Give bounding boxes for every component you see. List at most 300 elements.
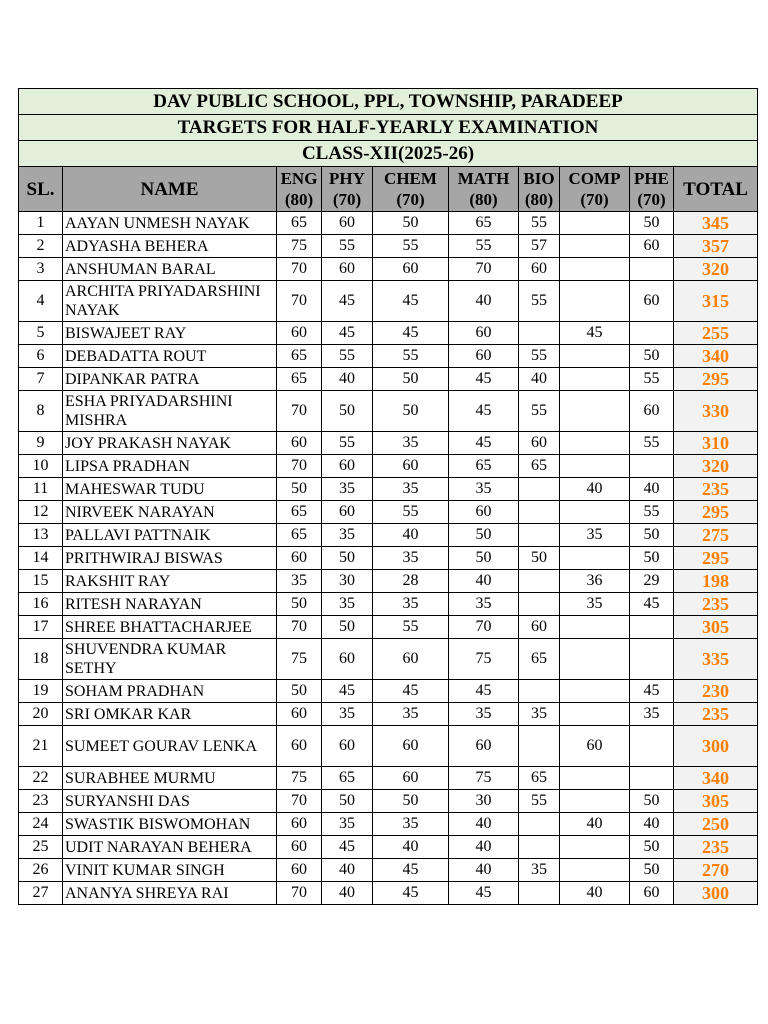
phe-header (630, 167, 674, 212)
chem-mark: 45 (373, 882, 449, 905)
eng-mark: 35 (277, 570, 322, 593)
total-cell: 255 (674, 322, 758, 345)
bio-mark (519, 524, 560, 547)
sl-cell: 25 (19, 836, 63, 859)
subject-code: CHEM (384, 169, 437, 188)
chem-mark: 35 (373, 547, 449, 570)
table-row (19, 258, 758, 281)
phy-mark: 40 (322, 859, 373, 882)
chem-mark: 45 (373, 680, 449, 703)
math-mark: 45 (449, 680, 519, 703)
table-row (19, 836, 758, 859)
name-cell: BISWAJEET RAY (63, 322, 277, 345)
name-cell: LIPSA PRADHAN (63, 455, 277, 478)
name-cell: SUMEET GOURAV LENKA (63, 726, 277, 767)
bio-mark (519, 478, 560, 501)
chem-mark: 60 (373, 258, 449, 281)
table-row (19, 570, 758, 593)
eng-header (277, 167, 322, 212)
subject-max: (80) (284, 190, 314, 209)
name-cell: AAYAN UNMESH NAYAK (63, 212, 277, 235)
bio-mark: 65 (519, 455, 560, 478)
phe-mark: 45 (630, 680, 674, 703)
math-mark: 30 (449, 790, 519, 813)
chem-header (373, 167, 449, 212)
class-title: CLASS-XII(2025-26) (19, 141, 758, 167)
sl-cell: 6 (19, 345, 63, 368)
table-row (19, 455, 758, 478)
name-cell: SURYANSHI DAS (63, 790, 277, 813)
name-cell: SHUVENDRA KUMAR SETHY (63, 639, 277, 680)
math-mark: 40 (449, 281, 519, 322)
phy-mark: 60 (322, 501, 373, 524)
chem-mark: 40 (373, 524, 449, 547)
name-cell: MAHESWAR TUDU (63, 478, 277, 501)
phe-mark: 40 (630, 478, 674, 501)
math-mark: 75 (449, 767, 519, 790)
chem-mark: 55 (373, 235, 449, 258)
comp-mark: 40 (560, 478, 630, 501)
subject-code: PHE (634, 169, 669, 188)
comp-mark (560, 212, 630, 235)
table-row (19, 212, 758, 235)
math-mark: 50 (449, 547, 519, 570)
total-cell: 357 (674, 235, 758, 258)
table-row (19, 281, 758, 322)
sl-cell: 9 (19, 432, 63, 455)
eng-mark: 65 (277, 345, 322, 368)
phe-mark: 60 (630, 281, 674, 322)
table-row (19, 345, 758, 368)
phe-mark (630, 767, 674, 790)
math-mark: 60 (449, 345, 519, 368)
sl-cell: 10 (19, 455, 63, 478)
chem-mark: 35 (373, 432, 449, 455)
math-mark: 35 (449, 478, 519, 501)
phe-mark: 50 (630, 345, 674, 368)
student-rows (19, 212, 758, 905)
name-cell: VINIT KUMAR SINGH (63, 859, 277, 882)
phy-mark: 50 (322, 391, 373, 432)
sl-cell: 16 (19, 593, 63, 616)
table-row (19, 368, 758, 391)
total-cell: 235 (674, 836, 758, 859)
total-cell: 235 (674, 593, 758, 616)
name-cell: PRITHWIRAJ BISWAS (63, 547, 277, 570)
sl-cell: 3 (19, 258, 63, 281)
phy-mark: 45 (322, 680, 373, 703)
total-cell: 230 (674, 680, 758, 703)
phe-mark: 55 (630, 368, 674, 391)
total-cell: 330 (674, 391, 758, 432)
eng-mark: 60 (277, 547, 322, 570)
phe-mark: 60 (630, 235, 674, 258)
phy-mark: 55 (322, 345, 373, 368)
bio-mark (519, 501, 560, 524)
phy-mark: 60 (322, 726, 373, 767)
chem-mark: 50 (373, 368, 449, 391)
table-row (19, 593, 758, 616)
comp-mark: 45 (560, 322, 630, 345)
chem-mark: 35 (373, 593, 449, 616)
chem-mark: 60 (373, 639, 449, 680)
sl-cell: 15 (19, 570, 63, 593)
total-cell: 320 (674, 258, 758, 281)
eng-mark: 60 (277, 836, 322, 859)
table-row (19, 790, 758, 813)
phe-mark (630, 726, 674, 767)
bio-mark: 55 (519, 790, 560, 813)
name-cell: DEBADATTA ROUT (63, 345, 277, 368)
eng-mark: 65 (277, 524, 322, 547)
comp-mark (560, 345, 630, 368)
phe-mark: 50 (630, 859, 674, 882)
table-row (19, 235, 758, 258)
chem-mark: 45 (373, 859, 449, 882)
eng-mark: 60 (277, 859, 322, 882)
comp-mark (560, 281, 630, 322)
bio-mark: 50 (519, 547, 560, 570)
comp-mark: 40 (560, 813, 630, 836)
total-cell: 275 (674, 524, 758, 547)
table-row (19, 524, 758, 547)
total-cell: 340 (674, 345, 758, 368)
table-row (19, 547, 758, 570)
name-cell: ARCHITA PRIYADARSHINI NAYAK (63, 281, 277, 322)
comp-header (560, 167, 630, 212)
phe-mark: 45 (630, 593, 674, 616)
bio-mark: 55 (519, 345, 560, 368)
phe-mark: 60 (630, 882, 674, 905)
bio-mark (519, 570, 560, 593)
bio-mark: 55 (519, 212, 560, 235)
eng-mark: 65 (277, 368, 322, 391)
table-row (19, 616, 758, 639)
table-row (19, 322, 758, 345)
chem-mark: 45 (373, 281, 449, 322)
comp-mark (560, 767, 630, 790)
sl-cell: 5 (19, 322, 63, 345)
comp-mark (560, 432, 630, 455)
math-mark: 40 (449, 859, 519, 882)
sl-header: SL. (19, 167, 63, 212)
total-cell: 300 (674, 882, 758, 905)
comp-mark: 36 (560, 570, 630, 593)
name-cell: ESHA PRIYADARSHINI MISHRA (63, 391, 277, 432)
table-row (19, 391, 758, 432)
phe-mark: 60 (630, 391, 674, 432)
total-cell: 305 (674, 790, 758, 813)
subject-max: (70) (332, 190, 362, 209)
phy-mark: 35 (322, 703, 373, 726)
eng-mark: 60 (277, 726, 322, 767)
math-mark: 60 (449, 726, 519, 767)
comp-mark (560, 680, 630, 703)
sl-cell: 21 (19, 726, 63, 767)
total-cell: 270 (674, 859, 758, 882)
math-mark: 35 (449, 593, 519, 616)
phe-mark (630, 455, 674, 478)
total-cell: 235 (674, 703, 758, 726)
total-cell: 340 (674, 767, 758, 790)
comp-mark (560, 616, 630, 639)
eng-mark: 60 (277, 322, 322, 345)
name-cell: RITESH NARAYAN (63, 593, 277, 616)
name-header: NAME (63, 167, 277, 212)
phe-mark: 40 (630, 813, 674, 836)
eng-mark: 70 (277, 258, 322, 281)
phy-mark: 50 (322, 547, 373, 570)
eng-mark: 75 (277, 235, 322, 258)
eng-mark: 70 (277, 455, 322, 478)
phy-mark: 30 (322, 570, 373, 593)
phy-mark: 65 (322, 767, 373, 790)
comp-mark (560, 391, 630, 432)
phy-mark: 55 (322, 432, 373, 455)
math-header (449, 167, 519, 212)
total-cell: 300 (674, 726, 758, 767)
comp-mark (560, 836, 630, 859)
table-row (19, 703, 758, 726)
subject-code: MATH (457, 169, 510, 188)
sl-cell: 13 (19, 524, 63, 547)
phy-mark: 45 (322, 281, 373, 322)
subject-max: (70) (637, 190, 666, 209)
name-cell: ADYASHA BEHERA (63, 235, 277, 258)
total-cell: 198 (674, 570, 758, 593)
phy-mark: 50 (322, 616, 373, 639)
phe-mark (630, 322, 674, 345)
bio-mark: 57 (519, 235, 560, 258)
phy-mark: 50 (322, 790, 373, 813)
bio-mark (519, 680, 560, 703)
comp-mark (560, 703, 630, 726)
subject-code: PHY (329, 169, 365, 188)
bio-mark (519, 813, 560, 836)
eng-mark: 75 (277, 639, 322, 680)
math-mark: 35 (449, 703, 519, 726)
sl-cell: 14 (19, 547, 63, 570)
bio-header (519, 167, 560, 212)
eng-mark: 70 (277, 281, 322, 322)
chem-mark: 50 (373, 391, 449, 432)
name-cell: JOY PRAKASH NAYAK (63, 432, 277, 455)
eng-mark: 50 (277, 478, 322, 501)
phe-mark: 50 (630, 836, 674, 859)
comp-mark (560, 547, 630, 570)
subject-max: (80) (469, 190, 498, 209)
sl-cell: 4 (19, 281, 63, 322)
sl-cell: 19 (19, 680, 63, 703)
eng-mark: 60 (277, 813, 322, 836)
sl-cell: 8 (19, 391, 63, 432)
math-mark: 50 (449, 524, 519, 547)
eng-mark: 70 (277, 616, 322, 639)
name-cell: NIRVEEK NARAYAN (63, 501, 277, 524)
chem-mark: 55 (373, 501, 449, 524)
name-cell: DIPANKAR PATRA (63, 368, 277, 391)
chem-mark: 50 (373, 212, 449, 235)
subject-code: BIO (523, 169, 555, 188)
eng-mark: 70 (277, 790, 322, 813)
math-mark: 40 (449, 813, 519, 836)
bio-mark (519, 726, 560, 767)
bio-mark (519, 836, 560, 859)
phe-mark (630, 258, 674, 281)
bio-mark: 35 (519, 859, 560, 882)
math-mark: 70 (449, 616, 519, 639)
sl-cell: 18 (19, 639, 63, 680)
table-row (19, 639, 758, 680)
math-mark: 70 (449, 258, 519, 281)
chem-mark: 35 (373, 813, 449, 836)
chem-mark: 60 (373, 767, 449, 790)
phe-mark: 55 (630, 432, 674, 455)
phy-mark: 35 (322, 593, 373, 616)
phy-mark: 35 (322, 813, 373, 836)
bio-mark: 60 (519, 258, 560, 281)
bio-mark: 60 (519, 616, 560, 639)
phy-header (322, 167, 373, 212)
phy-mark: 45 (322, 836, 373, 859)
total-cell: 320 (674, 455, 758, 478)
bio-mark: 55 (519, 391, 560, 432)
math-mark: 60 (449, 501, 519, 524)
eng-mark: 65 (277, 212, 322, 235)
total-cell: 305 (674, 616, 758, 639)
bio-mark (519, 322, 560, 345)
phy-mark: 60 (322, 639, 373, 680)
subject-max: (70) (396, 190, 425, 209)
total-cell: 235 (674, 478, 758, 501)
comp-mark (560, 368, 630, 391)
bio-mark (519, 593, 560, 616)
bio-mark: 35 (519, 703, 560, 726)
chem-mark: 60 (373, 726, 449, 767)
phy-mark: 60 (322, 258, 373, 281)
chem-mark: 55 (373, 345, 449, 368)
school-title: DAV PUBLIC SCHOOL, PPL, TOWNSHIP, PARADEEP (19, 89, 758, 115)
sl-cell: 11 (19, 478, 63, 501)
bio-mark: 40 (519, 368, 560, 391)
math-mark: 40 (449, 570, 519, 593)
table-row (19, 726, 758, 767)
comp-mark (560, 859, 630, 882)
table-row (19, 882, 758, 905)
phe-mark: 50 (630, 790, 674, 813)
phe-mark (630, 616, 674, 639)
comp-mark (560, 235, 630, 258)
name-cell: ANSHUMAN BARAL (63, 258, 277, 281)
chem-mark: 50 (373, 790, 449, 813)
table-row (19, 501, 758, 524)
subject-max: (80) (524, 190, 554, 209)
name-cell: PALLAVI PATTNAIK (63, 524, 277, 547)
subject-max: (70) (580, 190, 609, 209)
math-mark: 75 (449, 639, 519, 680)
eng-mark: 50 (277, 593, 322, 616)
math-mark: 45 (449, 432, 519, 455)
bio-mark (519, 882, 560, 905)
sl-cell: 20 (19, 703, 63, 726)
math-mark: 55 (449, 235, 519, 258)
total-cell: 335 (674, 639, 758, 680)
phe-mark: 29 (630, 570, 674, 593)
phe-mark: 50 (630, 547, 674, 570)
name-cell: SRI OMKAR KAR (63, 703, 277, 726)
chem-mark: 60 (373, 455, 449, 478)
math-mark: 45 (449, 368, 519, 391)
comp-mark (560, 501, 630, 524)
total-cell: 295 (674, 501, 758, 524)
comp-mark (560, 790, 630, 813)
eng-mark: 70 (277, 882, 322, 905)
chem-mark: 55 (373, 616, 449, 639)
phe-mark: 35 (630, 703, 674, 726)
chem-mark: 28 (373, 570, 449, 593)
eng-mark: 65 (277, 501, 322, 524)
phy-mark: 35 (322, 478, 373, 501)
bio-mark: 65 (519, 767, 560, 790)
chem-mark: 40 (373, 836, 449, 859)
comp-mark (560, 258, 630, 281)
sl-cell: 1 (19, 212, 63, 235)
eng-mark: 50 (277, 680, 322, 703)
eng-mark: 75 (277, 767, 322, 790)
math-mark: 45 (449, 391, 519, 432)
total-cell: 295 (674, 368, 758, 391)
phy-mark: 40 (322, 882, 373, 905)
name-cell: SHREE BHATTACHARJEE (63, 616, 277, 639)
phe-mark (630, 639, 674, 680)
phy-mark: 60 (322, 212, 373, 235)
comp-mark (560, 455, 630, 478)
table-row (19, 859, 758, 882)
comp-mark: 35 (560, 524, 630, 547)
phe-mark: 50 (630, 524, 674, 547)
math-mark: 65 (449, 455, 519, 478)
phy-mark: 35 (322, 524, 373, 547)
table-row (19, 767, 758, 790)
table-row (19, 478, 758, 501)
sl-cell: 12 (19, 501, 63, 524)
name-cell: UDIT NARAYAN BEHERA (63, 836, 277, 859)
total-cell: 315 (674, 281, 758, 322)
comp-mark: 35 (560, 593, 630, 616)
sl-cell: 23 (19, 790, 63, 813)
table-row (19, 432, 758, 455)
phe-mark: 55 (630, 501, 674, 524)
sl-cell: 27 (19, 882, 63, 905)
total-cell: 295 (674, 547, 758, 570)
total-cell: 345 (674, 212, 758, 235)
subject-code: ENG (280, 169, 318, 188)
sl-cell: 17 (19, 616, 63, 639)
name-cell: SURABHEE MURMU (63, 767, 277, 790)
chem-mark: 35 (373, 703, 449, 726)
total-header: TOTAL (674, 167, 758, 212)
comp-mark: 60 (560, 726, 630, 767)
phe-mark: 50 (630, 212, 674, 235)
column-header-row (19, 167, 758, 212)
subject-code: COMP (568, 169, 621, 188)
sl-cell: 7 (19, 368, 63, 391)
phy-mark: 40 (322, 368, 373, 391)
sl-cell: 2 (19, 235, 63, 258)
table-row (19, 813, 758, 836)
name-cell: RAKSHIT RAY (63, 570, 277, 593)
chem-mark: 45 (373, 322, 449, 345)
